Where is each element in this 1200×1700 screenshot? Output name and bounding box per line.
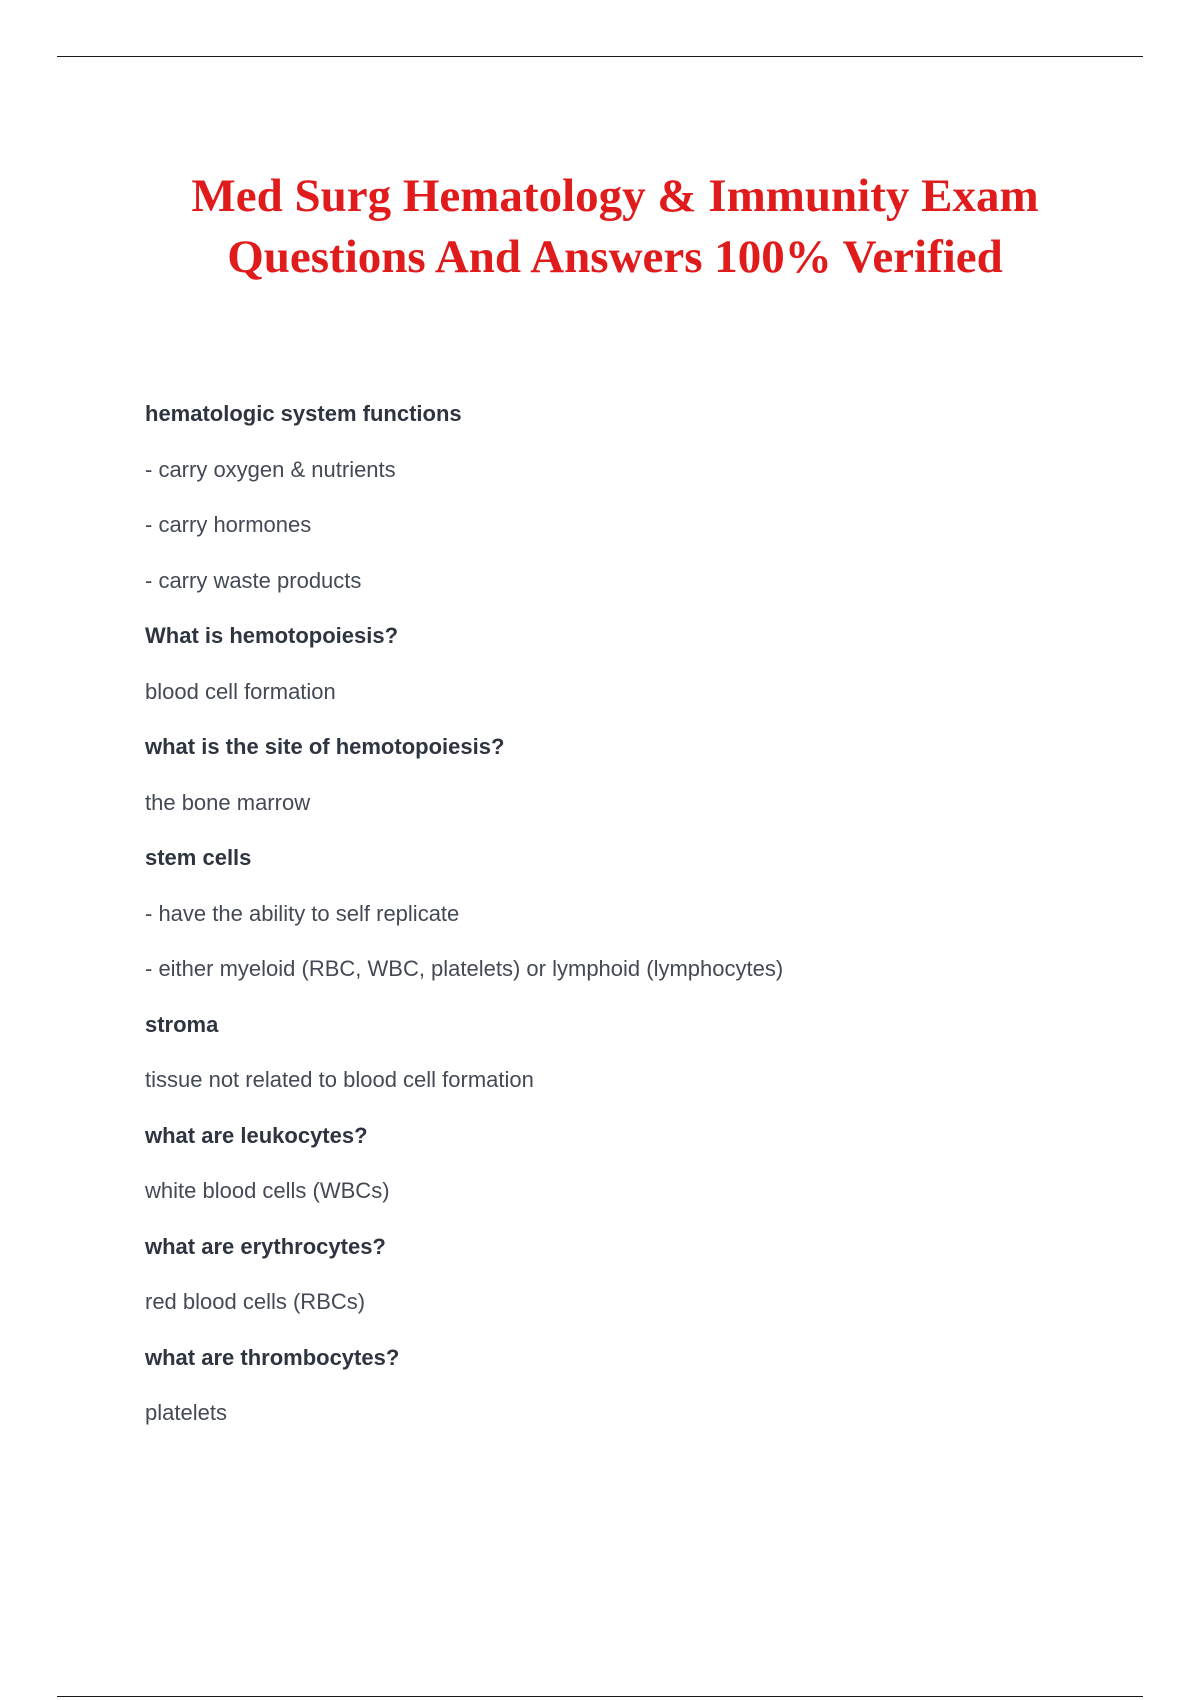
qa-item	[145, 1228, 1095, 1339]
qa-item	[145, 728, 1095, 839]
question-text: what are erythrocytes?	[145, 1233, 386, 1259]
answer-text: red blood cells (RBCs)	[145, 1289, 366, 1314]
qa-item	[145, 1117, 1095, 1228]
answer-text: white blood cells (WBCs)	[145, 1178, 390, 1203]
qa-item	[145, 839, 1095, 1006]
qa-item	[145, 395, 1095, 617]
qa-item	[145, 617, 1095, 728]
answer-text: platelets	[145, 1400, 227, 1425]
question-text: stem cells	[145, 845, 252, 870]
document-title-line-1: Med Surg Hematology & Immunity Exam	[191, 170, 1039, 222]
answer-text: - carry waste products	[145, 567, 362, 593]
qa-item	[145, 1006, 1095, 1117]
question-text: what is the site of hemotopoiesis?	[145, 734, 505, 759]
answer-text: tissue not related to blood cell formation	[145, 1067, 534, 1092]
document-title	[0, 166, 1200, 288]
qa-item	[145, 1339, 1095, 1450]
question-text: what are thrombocytes?	[145, 1344, 400, 1370]
question-text: what are leukocytes?	[145, 1122, 368, 1148]
question-text: stroma	[145, 1011, 219, 1037]
qa-list	[145, 395, 1095, 1450]
top-rule	[57, 56, 1143, 57]
document-title-line-2: Questions And Answers 100% Verified	[227, 231, 1003, 283]
answer-text: - carry oxygen & nutrients	[145, 456, 396, 482]
bottom-rule	[57, 1696, 1143, 1697]
question-text: hematologic system functions	[145, 401, 462, 426]
answer-text: the bone marrow	[145, 789, 311, 815]
question-text: What is hemotopoiesis?	[145, 623, 399, 648]
answer-text: - either myeloid (RBC, WBC, platelets) or lymphoid (lymphocytes)	[145, 956, 784, 981]
answer-text: - carry hormones	[145, 512, 312, 537]
answer-text: blood cell formation	[145, 678, 336, 704]
answer-text: - have the ability to self replicate	[145, 900, 460, 926]
